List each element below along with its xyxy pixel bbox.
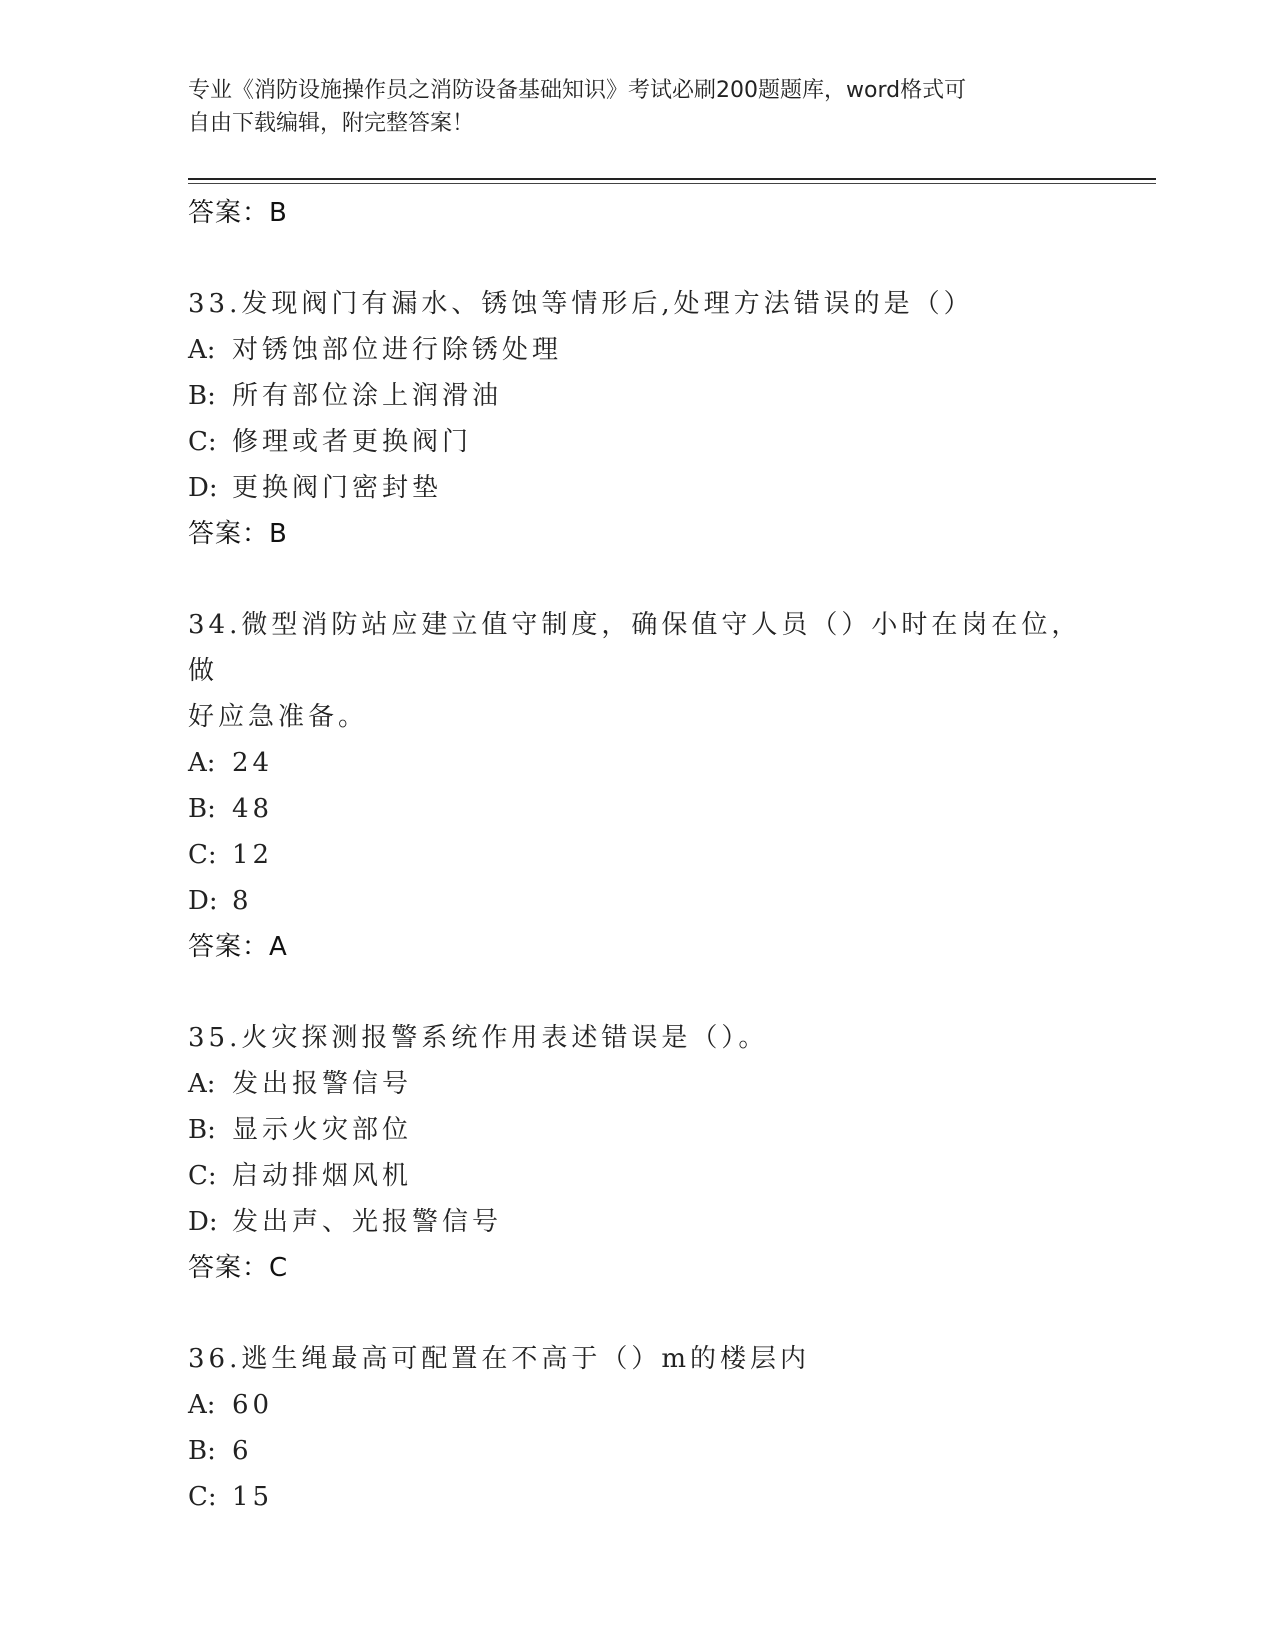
answer-line: 答案：B	[188, 519, 288, 549]
option-text: 24	[232, 748, 274, 778]
option-text: 启动排烟风机	[232, 1161, 413, 1191]
option-a	[188, 1382, 1088, 1428]
option-d	[188, 465, 1088, 511]
option-b	[188, 373, 1088, 419]
option-text: 6	[232, 1436, 253, 1466]
option-c	[188, 832, 1088, 878]
question-stem: 35.火灾探测报警系统作用表述错误是（）。	[188, 1023, 769, 1053]
option-text: 发出声、光报警信号	[232, 1207, 503, 1237]
option-key: B:	[188, 381, 216, 411]
option-c	[188, 419, 1088, 465]
option-text: 发出报警信号	[232, 1069, 413, 1099]
option-text: 修理或者更换阀门	[232, 427, 473, 457]
option-key: B:	[188, 794, 216, 824]
previous-answer: 答案：B	[188, 198, 288, 228]
question-stem: 33.发现阀门有漏水、锈蚀等情形后,处理方法错误的是（）	[188, 289, 974, 319]
option-key: A:	[188, 335, 216, 365]
header-line-2: 自由下载编辑，附完整答案！	[188, 111, 475, 136]
option-d	[188, 878, 1088, 924]
document-header	[188, 74, 1088, 140]
option-text: 8	[232, 886, 253, 916]
option-key: C:	[188, 840, 217, 870]
answer-line: 答案：A	[188, 932, 288, 962]
option-key: B:	[188, 1436, 216, 1466]
header-rule-thin	[188, 183, 1156, 184]
option-key: C:	[188, 1161, 217, 1191]
question-block	[188, 1015, 1088, 1291]
question-block	[188, 602, 1088, 970]
option-b	[188, 1428, 1088, 1474]
option-key: A:	[188, 1390, 216, 1420]
option-text: 对锈蚀部位进行除锈处理	[232, 335, 563, 365]
answer-line: 答案：C	[188, 1253, 289, 1283]
option-c	[188, 1153, 1088, 1199]
option-a	[188, 740, 1088, 786]
option-b	[188, 786, 1088, 832]
option-key: A:	[188, 748, 216, 778]
option-key: A:	[188, 1069, 216, 1099]
header-line-1: 专业《消防设施操作员之消防设备基础知识》考试必刷200题题库，word格式可	[188, 78, 967, 103]
option-key: D:	[188, 886, 218, 916]
option-b	[188, 1107, 1088, 1153]
option-key: B:	[188, 1115, 216, 1145]
option-a	[188, 327, 1088, 373]
option-key: C:	[188, 1482, 217, 1512]
question-block	[188, 1336, 1088, 1520]
option-a	[188, 1061, 1088, 1107]
question-block	[188, 281, 1088, 557]
option-key: D:	[188, 473, 218, 503]
document-body	[188, 190, 1088, 1520]
question-stem-continued: 好应急准备。	[188, 702, 369, 732]
option-key: D:	[188, 1207, 218, 1237]
option-c	[188, 1474, 1088, 1520]
option-text: 60	[232, 1390, 274, 1420]
option-text: 更换阀门密封垫	[232, 473, 443, 503]
question-stem: 36.逃生绳最高可配置在不高于（）m的楼层内	[188, 1344, 811, 1374]
option-key: C:	[188, 427, 217, 457]
option-d	[188, 1199, 1088, 1245]
option-text: 48	[232, 794, 274, 824]
option-text: 所有部位涂上润滑油	[232, 381, 503, 411]
option-text: 12	[232, 840, 274, 870]
option-text: 显示火灾部位	[232, 1115, 413, 1145]
option-text: 15	[232, 1482, 274, 1512]
question-stem: 34.微型消防站应建立值守制度，确保值守人员（）小时在岗在位，做	[188, 610, 1082, 686]
header-rule-thick	[188, 178, 1156, 180]
